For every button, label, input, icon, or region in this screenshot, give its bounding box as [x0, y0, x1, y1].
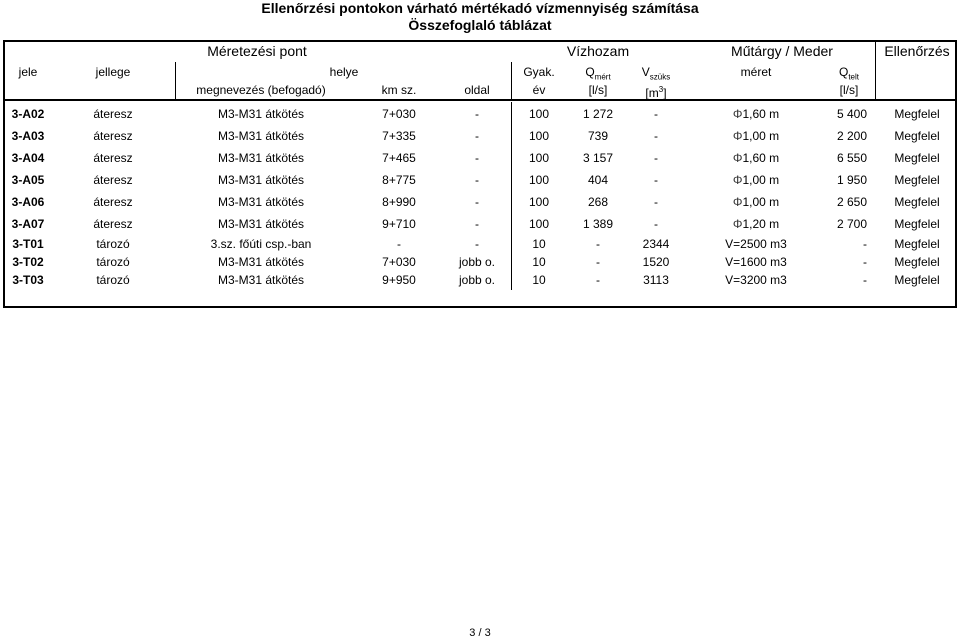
cell-gyak: 10 [532, 237, 546, 251]
diameter-icon: Φ [732, 129, 743, 143]
cell-v-szuks: - [654, 129, 658, 143]
group-mutargy-meder: Műtárgy / Meder [731, 43, 833, 59]
cell-meret: Φ1,60 m [732, 107, 780, 121]
cell-jele: 3-A05 [11, 173, 45, 187]
cell-ellenorzes: Megfelel [894, 195, 940, 209]
cell-ellenorzes: Megfelel [894, 151, 940, 165]
cell-megnevezes: 3.sz. főúti csp.-ban [210, 237, 312, 251]
cell-q-telt: - [863, 255, 867, 269]
unit-ls-header: [l/s] [588, 83, 608, 97]
cell-v-szuks: 3113 [643, 273, 669, 287]
cell-oldal: - [475, 217, 479, 231]
cell-gyak: 10 [532, 273, 546, 287]
diameter-icon: Φ [732, 217, 743, 231]
cell-jellege: tározó [96, 273, 130, 287]
col-megnevezes-header: megnevezés (befogadó) [196, 83, 326, 97]
col-divider [511, 62, 512, 100]
cell-gyak: 100 [528, 107, 550, 121]
cell-megnevezes: M3-M31 átkötés [217, 273, 305, 287]
cell-megnevezes: M3-M31 átkötés [217, 255, 305, 269]
group-meretezesi-pont: Méretezési pont [207, 43, 307, 59]
cell-meret: Φ1,00 m [732, 173, 780, 187]
cell-gyak: 100 [528, 173, 550, 187]
cell-km: 7+030 [382, 255, 416, 269]
cell-gyak: 100 [528, 151, 550, 165]
cell-oldal: - [475, 107, 479, 121]
cell-meret: Φ1,00 m [732, 129, 780, 143]
cell-km: - [397, 237, 401, 251]
cell-km: 8+990 [382, 195, 416, 209]
cell-v-szuks: - [654, 217, 658, 231]
cell-oldal: jobb o. [458, 273, 496, 287]
col-ev-header: év [532, 83, 546, 97]
document-subtitle: Összefoglaló táblázat [408, 17, 552, 33]
cell-jele: 3-A06 [11, 195, 45, 209]
cell-megnevezes: M3-M31 átkötés [217, 151, 305, 165]
cell-meret: V=3200 m3 [725, 273, 787, 287]
cell-megnevezes: M3-M31 átkötés [217, 107, 305, 121]
col-helye-header: helye [329, 65, 359, 79]
cell-meret: Φ1,60 m [732, 151, 780, 165]
cell-jele: 3-A03 [11, 129, 45, 143]
cell-jellege: áteresz [93, 173, 133, 187]
col-divider [875, 40, 876, 100]
unit-m3-header: $[m^3]$ [645, 85, 667, 100]
header-separator [3, 99, 957, 101]
cell-gyak: 100 [528, 217, 550, 231]
cell-q-telt: 1 950 [836, 173, 867, 187]
cell-km: 9+710 [382, 217, 416, 231]
cell-jellege: áteresz [93, 129, 133, 143]
cell-jele: 3-A07 [11, 217, 45, 231]
cell-q-telt: 5 400 [836, 107, 867, 121]
cell-gyak: 100 [528, 129, 550, 143]
unit-ls2-header: [l/s] [839, 83, 859, 97]
cell-q-mert: 3 157 [582, 151, 614, 165]
cell-megnevezes: M3-M31 átkötés [217, 217, 305, 231]
cell-q-telt: 2 200 [836, 129, 867, 143]
cell-km: 7+465 [382, 151, 416, 165]
cell-megnevezes: M3-M31 átkötés [217, 195, 305, 209]
cell-jele: 3-T02 [12, 255, 44, 269]
cell-jellege: áteresz [93, 217, 133, 231]
cell-meret: Φ1,00 m [732, 195, 780, 209]
cell-ellenorzes: Megfelel [894, 129, 940, 143]
col-km-header: km sz. [381, 83, 417, 97]
cell-jele: 3-A02 [11, 107, 45, 121]
cell-jellege: áteresz [93, 195, 133, 209]
cell-q-telt: 2 700 [836, 217, 867, 231]
cell-meret: Φ1,20 m [732, 217, 780, 231]
cell-gyak: 10 [532, 255, 546, 269]
cell-jele: 3-T01 [12, 237, 44, 251]
cell-km: 9+950 [382, 273, 416, 287]
cell-q-telt: 2 650 [836, 195, 867, 209]
diameter-icon: Φ [732, 107, 743, 121]
cell-v-szuks: - [654, 173, 658, 187]
cell-gyak: 100 [528, 195, 550, 209]
cell-q-mert: 1 272 [582, 107, 614, 121]
cell-q-mert: 268 [587, 195, 609, 209]
cell-meret: V=1600 m3 [725, 255, 787, 269]
cell-jellege: áteresz [93, 107, 133, 121]
cell-ellenorzes: Megfelel [894, 237, 940, 251]
cell-jellege: áteresz [93, 151, 133, 165]
cell-jellege: tározó [96, 237, 130, 251]
cell-v-szuks: 2344 [642, 237, 670, 251]
cell-ellenorzes: Megfelel [894, 107, 940, 121]
col-v-szuks-header: $V_{szüks}$ [641, 65, 671, 82]
cell-v-szuks: 1520 [642, 255, 670, 269]
col-jele-header: jele [18, 65, 38, 79]
diameter-icon: Φ [732, 173, 743, 187]
cell-oldal: - [475, 129, 479, 143]
document-title: Ellenőrzési pontokon várható mértékadó vízmennyiség számítása [261, 0, 699, 16]
cell-ellenorzes: Megfelel [894, 255, 940, 269]
cell-oldal: - [475, 195, 479, 209]
col-jellege-header: jellege [95, 65, 131, 79]
cell-q-mert: - [596, 237, 600, 251]
group-ellenorzes: Ellenőrzés [884, 43, 950, 59]
cell-oldal: - [475, 173, 479, 187]
cell-q-mert: 404 [587, 173, 609, 187]
group-vizhozam: Vízhozam [566, 43, 630, 59]
cell-q-telt: - [863, 273, 867, 287]
cell-v-szuks: - [654, 107, 658, 121]
cell-km: 7+335 [382, 129, 416, 143]
cell-oldal: jobb o. [458, 255, 496, 269]
cell-ellenorzes: Megfelel [894, 173, 940, 187]
cell-v-szuks: - [654, 195, 658, 209]
cell-ellenorzes: Megfelel [894, 217, 940, 231]
cell-jele: 3-T03 [12, 273, 44, 287]
cell-q-telt: 6 550 [836, 151, 867, 165]
diameter-icon: Φ [732, 151, 743, 165]
diameter-icon: Φ [732, 195, 743, 209]
cell-q-mert: - [596, 273, 600, 287]
cell-q-mert: - [596, 255, 600, 269]
col-q-mert-header: $Q_{mért}$ [585, 65, 611, 82]
cell-megnevezes: M3-M31 átkötés [217, 129, 305, 143]
cell-oldal: - [475, 237, 479, 251]
cell-ellenorzes: Megfelel [894, 273, 940, 287]
cell-megnevezes: M3-M31 átkötés [217, 173, 305, 187]
cell-km: 8+775 [382, 173, 416, 187]
col-divider [511, 102, 512, 290]
col-oldal-header: oldal [464, 83, 490, 97]
cell-meret: V=2500 m3 [725, 237, 787, 251]
cell-q-mert: 1 389 [582, 217, 614, 231]
cell-q-mert: 739 [587, 129, 609, 143]
cell-q-telt: - [863, 237, 867, 251]
cell-jellege: tározó [96, 255, 130, 269]
cell-jele: 3-A04 [11, 151, 45, 165]
cell-km: 7+030 [382, 107, 416, 121]
col-meret-header: méret [740, 65, 772, 79]
col-q-telt-header: $Q_{telt}$ [838, 65, 860, 82]
col-divider [175, 62, 176, 100]
col-gyak-header: Gyak. [523, 65, 555, 79]
page-number: 3 / 3 [469, 627, 491, 639]
cell-v-szuks: - [654, 151, 658, 165]
cell-oldal: - [475, 151, 479, 165]
